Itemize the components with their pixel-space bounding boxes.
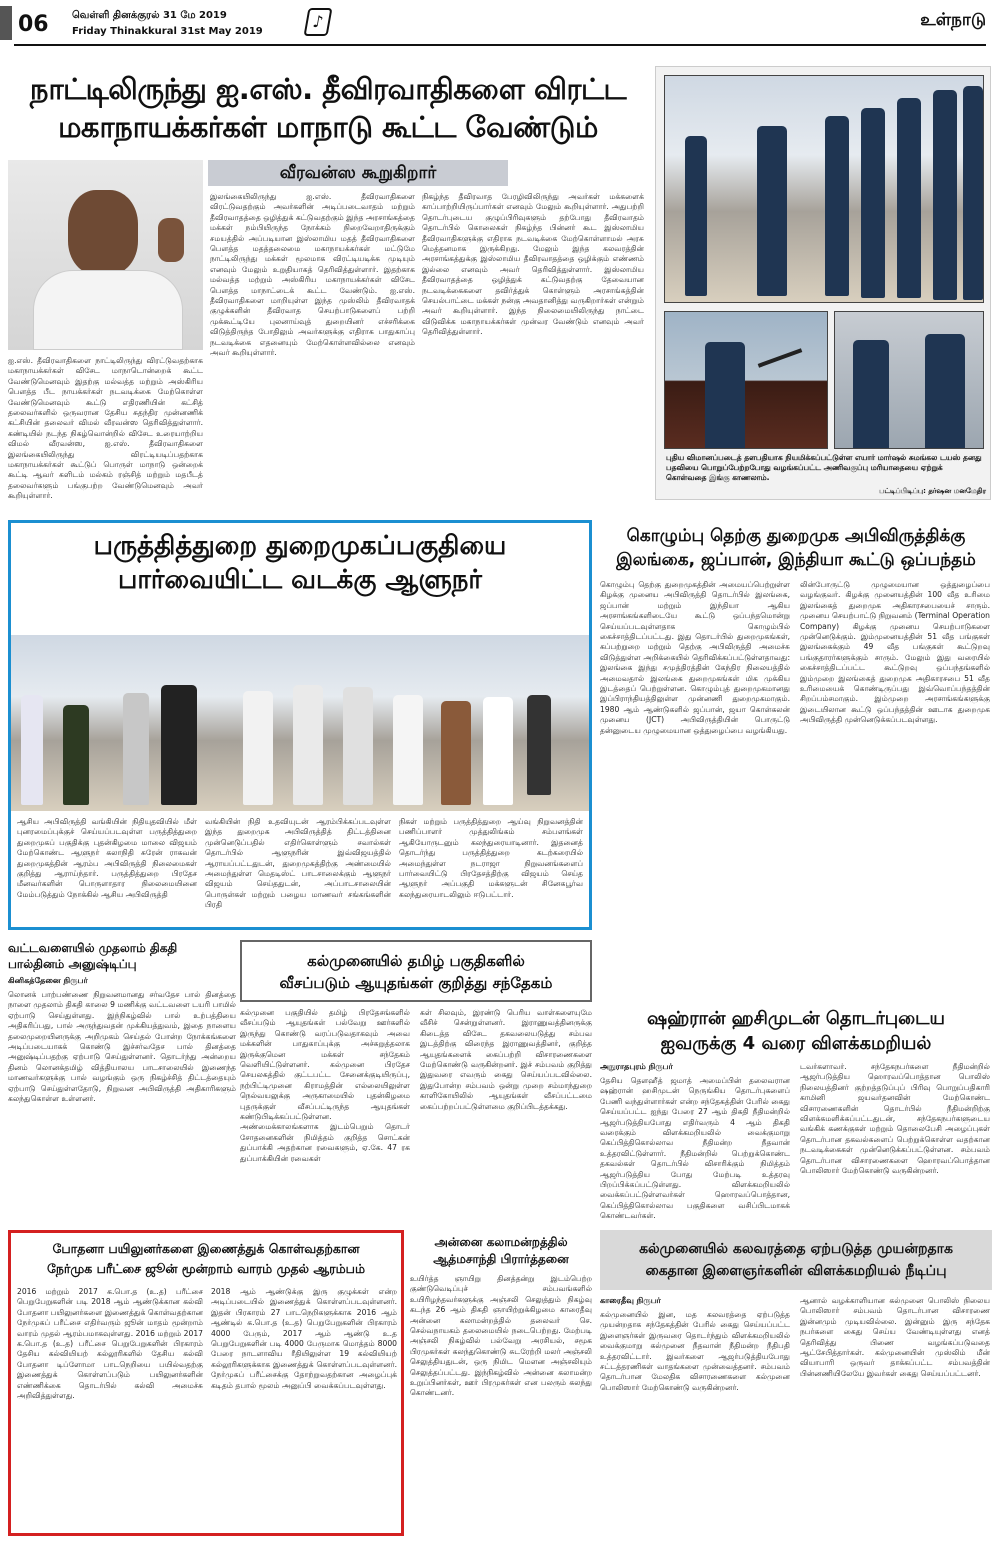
portrait-face — [68, 190, 138, 275]
person-figure — [293, 685, 323, 805]
section-title: உள்நாடு — [920, 10, 986, 30]
story-column: நிகழ்ந்த தீவிரவாத பேரழிவிலிருந்து அவர்கள் மக்களைக் காப்பாற்றியிருப்பார்கள் எனவும் மேலும் கூறியுள்ளார். அதுபற்றி தொடர்புடைய குழுப்பிரிவுகளும் தற்போது தீவிரவாதம் தொடர்பில் கொலைகள் நிகழ்ந்த பின்னர் கூட இஸ்லாமிய தீவிரவாதிகளுக்கு எதிராக நடவடிக்கை மேற்கொள்ளாமல் அரசு மெத்தனமாக இருக்கிறது. மேலும் இந்த கலவரத்தின் அரசாங்கத்துக்கு இஸ்லாமிய தீவிரவாதத்தை ஒழிக்கும் எண்ணம் இல்லை எனவும் அவர் தெரிவித்துள்ளார். இஸ்லாமிய தீவிரவாதத்தை ஒழித்துக் கட்டுவதற்கு தேவையான நடவடிக்கைகளை தவிர்த்துக் கொள்ளும் அரசாங்கத்தின் செயல்பாட்டை மக்கள் நன்கு அவதானித்து வருகிறார்கள் என்றும் அவர் கூறியுள்ளார். இந்த நிலைமையிலிருந்து நாட்டை விடுவிக்க மகாநாயக்கர்கள் முன்வர வேண்டும் எனவும் அவர் தெரிவித்துள்ளார். — [422, 192, 644, 337]
story-column: 2018 ஆம் ஆண்டுக்கு இரு குழுக்கள் என்ற அடிப்படையில் இணைத்துக் கொள்ளப்படவுள்ளனர். இதன் பிரகாரம் 27 பாடநெறிகளுக்காக 2016 ஆம் ஆண்டில் க.பொ.த (உ.த) பெறுபேறுகளின் பிரகாரம் 4000 பேரும், 2017 ஆம் ஆண்டு உ.த பெறுபேறுகளின் படி 4000 பேருமாக மொத்தம் 8000 பேரை நாடளாவிய ரீதியிலுள்ள 19 கல்வியியற் கல்லூரிகளுக்காக இணைத்துக் கொள்ளப்படவுள்ளனர். நேர்முகப் பரீட்சைக்கு தோற்றுவதற்கான அழைப்புக் கடிதம் தபால் மூலம் அனுப்பி வைக்கப்படவுள்ளது. — [211, 1287, 397, 1390]
portrait-photo — [8, 160, 203, 350]
sword-photo — [834, 311, 984, 449]
story-column: டவர்களாவர். சந்தேகநபர்களை நீதிமன்றில் ஆஜர்படுத்திய ஹொரவப்பொத்தான பொலிஸ் நிலையத்தினர் குற்றத்தடுப்புப் பிரிவு பொறுப்பதிகாரி காமினி ஜயவர்தனவின் மேற்கொண்ட விசாரணைகளின் தொடர்பில் நீதிமன்றிற்கு விளக்கமளிக்கப்பட்டதுடன், சந்தேகநபர்களுடைய வங்கிக் கணக்குகள் மற்றும் தொலைபேசி அழைப்புகள் தொடர்பான தகவல்களைப் பெற்றுக்கொள்ள வதற்கான நடவடிக்கைகள் முன்னெடுக்கப்பட்டுள்ளன. சம்பவம் தொடர்பான விசாரணைகளை ஹொரவப்பொத்தான பொலிஸார் மேற்கொண்டு வருகின்றனர். — [800, 1062, 990, 1176]
story-headline — [11, 1239, 401, 1279]
person-figure — [527, 695, 551, 795]
officer-figure — [963, 86, 983, 300]
person-figure — [21, 695, 43, 805]
story-trainee-teachers — [8, 1230, 404, 1536]
person-figure — [123, 693, 149, 805]
person-figure — [243, 691, 273, 805]
headline-line: கைதான இளைஞர்களின் விளக்கமறியல் நீடிப்பு — [645, 1263, 947, 1279]
story-column: தேசிய தௌஹீத் ஜமாத் அமைப்பின் தலைவரான ஷஹ்ரான் ஹசிமுடன் நெருங்கிய தொடர்புகளைப் பேணி வந்துள்ளார்கள் என்ற சந்தேகத்தின் பேரில் கைது செய்யப்பட்ட ஐந்து பேரை 27 ஆம் திகதி நீதிமன்றில் ஆஜர்படுத்தியபோது எதிர்வரும் 4 ஆம் திகதி வரைக்கும் விளக்கமறியலில் வைக்குமாறு கெப்பித்திகொல்லாவ நீதிமன்ற நீதவான் உத்தரவிட்டுள்ளார். நீதிமன்றில் பெற்றுக்கொண்ட தகவல்கள் தொடர்பில் விசாரிக்கும் நிமித்தம் ஆஜர்படுத்திய போது மேற்படி உத்தரவு பிறப்பிக்கப்பட்டுள்ளது. விளக்கமறியலில் வைக்கப்பட்டுள்ளவர்கள் ஹொரவப்பொத்தான, கெப்பித்திகொல்லாவ பகுதிகளை வசிப்பிடமாகக் கொண்டவர்கள். — [600, 1076, 790, 1220]
headline-line: இலங்கை, ஜப்பான், இந்தியா கூட்டு ஒப்பந்தம் — [616, 550, 976, 570]
story-column: கொழும்பு தெற்கு துறைமுகத்தின் அமையப்பெற்றுள்ள கிழக்கு முனைய அபிவிருத்தி தொடர்பில் இலங்கை, ஜப்பான் மற்றும் இந்தியா ஆகிய அரசாங்கங்களிடையே கூட்டு ஒப்பந்தமொன்று செய்யப்படவுள்ளதாக கொழும்பில் கைச்சாத்திடப்பட்டது. இது தொடர்பில் துறைமுகங்கள், கப்பற்றுறை மற்றும் தெற்கு அபிவிருத்தி அமைச்சு விடுத்துள்ள அறிக்கையில் தெரிவிக்கப்பட்டுள்ளதாவது: இலங்கை இந்து சமுத்திரத்தின் கேந்திர நிலையத்தில் அமைவதால் இலங்கை துறைமுகங்கள் மிக முக்கிய இடத்தைப் பெற்றுள்ளன. கொழும்புத் துறைமுகமானது இப்பிராந்தியத்திலுள்ள முன்னணி துறைமுகமாகும். 1980 ஆம் ஆண்டுகளில் ஜப்பான், ஜயா கொள்கலன் முனைய (JCT) அபிவிருத்தியின் பொருட்டு தன்னுடைய முழுமையான ஒத்துழைப்பை வழங்கியது. — [600, 580, 790, 735]
story-column: ஆசிய அபிவிருத்தி வங்கியின் நிதியுதவியில் மீள் புனரமைப்புக்குச் செய்யப்படவுள்ள பருத்தித்துறை துறைமுகப் பகுதிக்கு புதன்கிழமை மாலை விஜயம் மேற்கொண்ட ஆளுநர் கலாநிதி சுரேன் ராகவன் துறைமுகத்தின் ஆரம்ப அபிவிருத்தி நிலைமைகள் குறித்து ஆராய்ந்தார். பருத்தித்துறை பிரதேச மீனவர்களின் பொருளாதார நிலைமையினை மேம்படுத்தும் நோக்கில் ஆசிய அபிவிருத்தி — [17, 817, 197, 899]
story-column: கல்முனை பகுதியில் தமிழ் பிரதேசங்களில் வீசப்படும் ஆயுதங்கள் பல்வேறு ஊர்களில் இருந்து கொண்டு வரப்படுவதாகவும் அவை மக்களின் பாதுகாப்புக்கு அச்சுறுத்தலாக இருக்குமென மக்கள் சந்தேகம் வெளியிட்டுள்ளனர். கல்முனை பிரதேச செயலகத்தில் குட்டபட்ட சேனைக்குடியிருப்பு, நற்பிட்டிமுனை கிராமத்தின் எல்லையிலுள்ள நெல்வயலுக்கு அருகாமையில் புதன்கிழமை புதருக்குள் வீசப்பட்டிருந்த ஆயுதங்கள் கண்டுபிடிக்கப்பட்டுள்ளன. அண்மைக்காலங்களாக இடம்பெறும் தொடர் சோதனைகளின் நிமித்தம் குறித்த சொட்கன் துப்பாக்கி அதற்கான ரவைகளும், ஏ.கே. 47 ரக துப்பாக்கியின் ரவைகள் — [240, 1008, 410, 1163]
story-prayer — [410, 1230, 592, 1536]
headline-line: போதனா பயிலுனர்களை இணைத்துக் கொள்வதற்கான — [52, 1241, 360, 1256]
officer-figure — [897, 98, 921, 298]
story-column: நிகள் மற்றும் பருத்தித்துறை ஆய்வு நிறுவனத்தின் பணிப்பாளர் முத்துலிங்கம் சம்பளங்கள் ஆகியோருடனும் கலந்துரையாடினார். இதனைத் தொடர்ந்து பருத்தித்துறை கடற்கரையில் அமைந்துள்ள நடராஜா நிறுவனங்களைப் பார்வையிட்டு பிரதேசத்திற்கு விஜயம் செய்த ஆளுநர் அப்பகுதி மக்களுடன் சினேகபூர்வ கலந்துரையாடலிலும் ஈடுபட்டார். — [399, 817, 583, 899]
speaker-figure — [705, 342, 745, 449]
headline-line: பார்வையிட்ட வடக்கு ஆளுநர் — [117, 565, 483, 595]
portrait-shirt — [33, 270, 183, 350]
headline-box — [600, 1230, 992, 1290]
headline-line: ஷஹ்ரான் ஹசிமுடன் தொடர்புடைய — [647, 1008, 945, 1029]
officer-figure — [757, 126, 787, 296]
headline-line: அன்னை கலாமன்றத்தில் — [434, 1235, 568, 1249]
masthead-date-english: Friday Thinakkural 31st May 2019 — [72, 26, 263, 37]
person-figure — [63, 705, 89, 805]
story-column: கள் சிலவும், இரண்டு பெரிய வாள்களையுமே வீசிச் சென்றுள்ளனர். இராணுவத்தினருக்கு கிடைத்த விசேட தகவலையடுத்து சம்பவ இடத்திற்கு விரைந்த இராணுவத்தினர், குறித்த ஆயுதங்களைக் கைப்பற்றி விசாரணைகளை மேற்கொண்டு வருகின்றனர். இச் சம்பவம் குறித்து இதுவரை எவரும் கைது செய்யப்படவில்லை. இதுபோன்ற சம்பவம் ஒன்று முறை சம்மாந்துறை காளிகோயிலில் ஆயுதங்கள் வீசப்பட்டமை கைப்பற்றப்பட்டுள்ளமை குறிப்பிடத்தக்கது. — [420, 1008, 592, 1111]
photo-credit: பட்டிப்பிடிப்பு: தர்ஷன மனமேதிர — [879, 487, 986, 495]
officer-figure — [685, 136, 707, 296]
story-byline: கினிகத்தேனை நிருபர் — [8, 976, 88, 985]
governor-figure — [161, 685, 197, 805]
story-zahran-remand — [600, 1000, 992, 1220]
officer-figure — [861, 108, 885, 298]
headline-line: வட்டவளையில் முதலாம் திகதி — [8, 941, 178, 955]
story-headline — [600, 1230, 992, 1282]
headline-line: பருத்தித்துறை துறைமுகப்பகுதியை — [93, 531, 507, 561]
story-column: ஐ.எஸ். தீவிரவாதிகளை நாட்டிலிருந்து விரட்டுவதற்காக மகாநாயக்கர்கள் விசேட மாநாடொன்றைக் கூட்ட வேண்டுமெனவும் இதற்கு மல்வத்த மற்றும் அஸ்கிரிய பௌத்த பீட நாயக்கர்கள் நடவடிக்கை மேற்கொள்ள வேண்டுமெனவும் கூட்டு எதிரணியின் கட்சித் தலைவர்களில் ஒருவரான தேசிய சுதந்திர முன்னணிக் கட்சியின் தலைவர் விமல் வீரவன்ஸ தெரிவித்துள்ளார். கண்டியில் நடந்த நிகழ்வொன்றில் விசேட உரையாற்றிய விமல் வீரவன்ஸ, ஐ.எஸ். தீவிரவாதிகளை இலங்கையிலிருந்து விரட்டியடிப்பதற்காக மகாநாயக்கர்கள் கூட்டுப் பொருள் மாநாடு ஒன்றைக் கூட்டி ஆவர் களிடம் மல்கம் ரஞ்சித் மற்றும் மதபீடத் தலைவர்களும் பங்குபற்ற வேண்டுமெனவும் அவர் கூறியுள்ளார். — [8, 356, 203, 501]
page-number-tab — [0, 6, 12, 40]
headline-line: பால்தினம் அனுஷ்டிப்பு — [8, 957, 137, 971]
story-column: லின்போருட்டு முழுமையான ஒத்துழைப்பை வழங்குவர். கிழக்கு முனையத்தின் 100 வீத உரிமை இலங்கைத் துறைமுக அதிகாரசபையைச் சாரும். முனைய செயற்பாட்டு நிறுவனம் (Terminal Operation Company) கிழக்கு முனைய செயற்பாடுகளை முன்னெடுக்கும். இம்முனையத்தின் 51 வீத பங்குகள் இலங்கைக்கும் 49 வீத பங்குகள் கூட்டுறவு பங்குதாரர்களுக்கும் சாரும். மேலும் இது வரையில் கைச்சாத்திடப்பட்ட கூட்டுறவு ஒப்பந்தங்களில் இம்முறை இலங்கைத் துறைமுக அதிகாரசபை 51 வீத உரிமையைக் கொண்டிருப்பது இவ்வொப்பந்தத்தின் சிறப்பம்சமாகும். இம்முறை அரசாங்கங்களுக்கு இடையிலான கூட்டு ஒப்பந்தத்தின் ஊடாக துறைமுக அபிவிருத்தி முன்னெடுக்கப்படவுள்ளது. — [800, 580, 990, 725]
parade-photo — [664, 75, 984, 303]
photo-caption: புதிய விமானப்படைத் தளபதியாக நியமிக்கப்பட்டுள்ள எயார் மார்ஷல் சுமங்கல டயஸ் தனது பதவியை பொறுப்பேற்றபோது வழங்கப்பட்ட அணிவகுப்பு மரியாதையை ஏற்றுக் கொள்வதை இங்கு காணலாம். — [666, 453, 982, 482]
officer-figure — [933, 90, 957, 300]
photo-story-airforce — [655, 66, 991, 500]
headline-line: கல்முனையில் கலவரத்தை ஏற்படுத்த முயன்றதாக — [639, 1241, 953, 1257]
story-headline — [410, 1234, 592, 1268]
headline-line: நாட்டிலிருந்து ஐ.எஸ். தீவிரவாதிகளை விரட்ட — [29, 72, 627, 106]
story-column: வங்கியின் நிதி உதவியுடன் ஆரம்பிக்கப்படவுள்ள இந்த துறைமுக அபிவிருத்தித் திட்டத்தினை முன்னெடுப்பதில் எதிர்கொள்ளும் சவால்கள் தொடர்பில் ஆளுநரின் இவ்விஜயத்தில் ஆராயப்பட்டதுடன், துறைமுகத்திற்கு அண்மையில் அமைந்துள்ள மெதடிஸ்ட் பாடசாலைக்கும் ஆளுநர் விஜயம் செய்ததுடன், அப்பாடசாலையின் பொருள்கள் மற்றும் பழைய மாணவர் சங்கங்களின் பிரதி — [205, 817, 391, 910]
story-veerawansa — [8, 52, 648, 502]
person-figure — [483, 697, 513, 805]
story-headline — [8, 70, 648, 146]
person-figure — [441, 701, 471, 805]
headline-box — [240, 940, 592, 1002]
story-column: உயிர்த்த ஞாயிறு தினத்தன்று இடம்பெற்ற குண்டுவெடிப்புச் சம்பவங்களில் உயிரிழந்தவர்களுக்கு அஞ்சலி செலுத்தும் நிகழ்வு கடந்த 26 ஆம் திகதி ஞாயிற்றுக்கிழமை காரைதீவு அன்னை கலாமன்றத்தில் தலைவர் செ. செல்வநாயகம் தலைமையில் நடைபெற்றது. மேற்படி அஞ்சலி நிகழ்வில் பல்வேறு அரசியல், சமூக பிரமுகர்கள் கலந்துகொண்டு சுடரேற்றி மலர் அஞ்சலி செலுத்தியதுடன், ஒரு நிமிட மௌன அஞ்சலியும் செலுத்தப்பட்டது. இந்நிகழ்வில் அன்னை கலாமன்ற உறுப்பினர்கள், ஊர் பிரமுகர்கள் என பலரும் கலந்து கொண்டனர். — [410, 1274, 592, 1398]
officer-figure — [853, 340, 889, 449]
speech-photo — [664, 311, 828, 449]
story-kalmunai-remand — [600, 1230, 992, 1536]
headline-line: கல்முனையில் தமிழ் பகுதிகளில் — [307, 952, 525, 970]
story-headline — [8, 940, 236, 972]
story-column: 2016 மற்றும் 2017 க.பொ.த (உ.த) பரீட்சை பெறுபேறுகளின் படி 2018 ஆம் ஆண்டுக்கான கல்வி போதனா பயிலுனர்களை இணைத்துக் கொள்வதற்கான நேர்முகப் பரீட்சை எதிர்வரும் ஜூன் மாதம் மூன்றாம் வாரம் முதல் ஆரம்பமாகவுள்ளது. 2016 மற்றும் 2017 க.பொ.த (உ.த) பரீட்சை பெறுபேறுகளின் பிரகாரம் தேசிய கல்வியியற் கல்லூரிகளில் தேசிய கல்வி போதனா டிப்ளோமா பாடநெறியை பயில்வதற்கு இணைத்துக் கொள்ளப்படும் பயிலுனர்களின் எண்ணிக்கை தொடர்பில் கல்வி அமைச்சு அறிவித்துள்ளது. — [17, 1287, 203, 1401]
page-number: 06 — [18, 12, 49, 37]
masthead-date-tamil: வெள்ளி தினக்குரல் 31 மே 2019 — [72, 10, 227, 21]
person-figure — [343, 687, 373, 805]
officer-figure — [925, 334, 965, 449]
masthead — [0, 0, 1000, 48]
story-byline: அநுராதபுரம் நிருபர் — [600, 1062, 673, 1071]
microphone-icon — [758, 348, 803, 367]
story-headline — [600, 1006, 992, 1056]
headline-line: ஐவருக்கு 4 வரை விளக்கமறியல் — [660, 1033, 932, 1054]
headline-line: வீசப்படும் ஆயுதங்கள் குறித்து சந்தேகம் — [279, 974, 553, 992]
headline-line: மகாநாயக்கர்கள் மாநாடு கூட்ட வேண்டும் — [58, 110, 598, 144]
story-headline — [242, 942, 590, 994]
story-column: ஆனால் வழக்காளியான கல்முனை பொலிஸ் நிலைய பொலிஸார் சம்பவம் தொடர்பான விசாரணை இன்னமும் முடியவில்லை. இன்னும் இரு சந்தேக நபர்களை கைது செய்ய வேண்டியுள்ளது எனத் தெரிவித்து பிணை வழங்கப்படுவதை ஆட்சேபித்தார்கள். கல்முனையின் முஸ்லிம் மீன் வியாபாரி ஒருவர் தாக்கப்பட்ட சம்பவத்தின் பின்னணியிலேயே இவர்கள் கைது செய்யப்பட்டனர். — [800, 1296, 990, 1378]
story-subhead: வீரவன்ஸ கூறுகிறார் — [208, 160, 508, 186]
story-column: லொனக் பாற்பண்ணை நிறுவனமானது சர்வதேச பால் தினத்தை நாளை முதலாம் திகதி காலை 9 மணிக்கு வட்டவளை டயரி பாமில் ஏற்பாடு செய்துள்ளது. இந்நிகழ்வில் பால் உற்பத்தியை அதிகரிப்பது, பால் அருந்துவதன் முக்கியத்துவம், இதை நாளைய தலைமுறையினருக்கு அறிமுகம் செய்தல் போன்ற நோக்கங்களை அடிப்படையாகக் கொண்டு இச்சர்வதேச பால் தினத்தை அனுஷ்டிப்பதற்கு ஏற்பாடு செய்துள்ளனர். தொடர்ந்து அன்றைய தினம் லொனக்தமிழ் வித்தியாலய பாடசாலையில் இணைந்த மாணவர்களுக்கு பால் வழங்கும் ஒரு நிகழ்ச்சித் திட்டத்தையும் ஏற்பாடு செய்துள்ளதோடு, நிறுவன அபிவிருத்தி அதிகாரிகளும் கலந்துகொள்ள உள்ளனர். — [8, 990, 236, 1104]
story-column: கல்முனையில் இன, மத கலவரத்தை ஏற்படுத்த முயன்றதாக சந்தேகத்தின் பேரில் கைது செய்யப்பட்ட இளைஞர்கள் இருவரை தொடர்ந்தும் விளக்கமறியலில் வைக்குமாறு கல்முனை நீதவான் நீதிமன்ற நீதிபதி உத்தரவிட்டார். இவர்களை ஆஜர்படுத்தியபோது சட்டத்தரணிகள் வாதங்களை முன்வைத்தனர். சம்பவம் தொடர்பான மேலதிக விசாரணைகளை கல்முனை பொலிஸார் மேற்கொண்டு வருகின்றனர். — [600, 1310, 790, 1392]
story-headline — [600, 524, 992, 572]
headline-line: ஆத்மசாந்தி பிரார்த்தனை — [433, 1252, 569, 1266]
logo-icon: ♪ — [304, 8, 333, 36]
story-pointpedro — [8, 520, 592, 930]
story-kalmunai-weapons — [240, 940, 592, 1170]
headline-line: நேர்முக பரீட்சை ஜூன் மூன்றாம் வாரம் முதல் ஆரம்பம் — [46, 1261, 366, 1276]
story-headline — [11, 529, 589, 597]
portrait-hand — [158, 218, 184, 262]
story-column: இலங்கையிலிருந்து ஐ.எஸ். தீவிரவாதிகளை விரட்டுவதற்கும் அவர்களின் அடிப்படைவாதம் மற்றும் தீவிரவாதத்தை ஒழித்துக் கட்டுவதற்கும் இந்த அரசாங்கத்தை மக்கள் நம்பியிருந்த நோக்கம் நிறைவேறாதிருக்கும் சமயத்தில் அப்படியான இஸ்லாமிய மதத் தீவிரவாதிகளை பௌத்த மதத்தலைமை மகாநாயக்கர்கள் மட்டுமே நாட்டிலிருந்து மக்கள் மூலமாக விரட்டியடிக்க முடியும் எனவும் மேலும் உறுதியாகத் தெரிவித்துள்ளார். இதற்காக மல்வத்த மற்றும் அஸ்கிரிய மகாநாயக்கர்கள் விசேட பௌத்த மாநாட்டைக் கூட்ட வேண்டும். ஐ.எஸ். தீவிரவாதிகளை மாறியுள்ள இந்த முஸ்லிம் தீவிரவாதக் குழுக்களின் தீவிரவாத செயற்பாடுகளைப் பற்றி முக்கூட்டியே புலனாய்வுத் துறையினர் எச்சரிக்கை விடுத்திருந்த போதிலும் அவர்களுக்கு எதிராக பாதுகாப்பு நடவடிக்கை எதனையும் மேற்கொள்ளவில்லை எனவும் அவர் கூறியுள்ளார். — [210, 192, 415, 358]
story-milk-day — [8, 940, 236, 1150]
officer-figure — [825, 116, 849, 296]
governor-visit-photo — [11, 635, 589, 811]
headline-line: கொழும்பு தெற்கு துறைமுக அபிவிருத்திக்கு — [626, 526, 966, 546]
story-byline: காரைதீவு நிருபர் — [600, 1296, 661, 1305]
header-rule — [14, 44, 986, 46]
person-figure — [393, 695, 423, 805]
story-colombo-port — [600, 520, 992, 990]
